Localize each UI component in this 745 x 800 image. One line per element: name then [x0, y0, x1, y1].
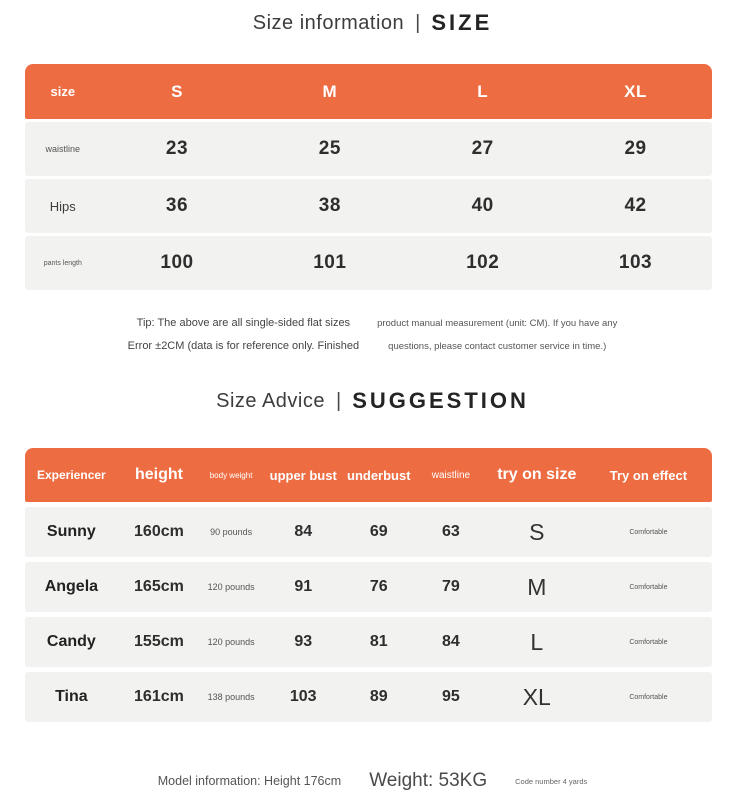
cell-body-weight: 138 pounds: [207, 692, 255, 702]
cell-height: 155cm: [134, 633, 184, 650]
cell-body-weight: 120 pounds: [207, 582, 255, 592]
size-title-en: SIZE: [431, 10, 493, 35]
cell-value: 29: [624, 138, 647, 159]
cell-underbust: 89: [369, 688, 388, 705]
title-divider: |: [415, 11, 421, 34]
cell-name: Candy: [46, 633, 96, 650]
cell-upper-bust: 103: [289, 688, 317, 705]
cell-underbust: 69: [369, 523, 388, 540]
size-header-l: L: [477, 81, 489, 101]
cell-effect: Comfortable: [629, 583, 668, 591]
cell-upper-bust: 93: [294, 633, 313, 650]
model-code-text: Code number 4 yards: [515, 776, 588, 786]
row-label: Hips: [49, 198, 76, 214]
header-try-on-effect: Try on effect: [609, 467, 688, 483]
header-height: height: [134, 466, 183, 483]
cell-height: 160cm: [134, 523, 184, 540]
size-header-m: M: [322, 81, 338, 101]
row-label: pants length: [43, 259, 82, 267]
cell-underbust: 81: [369, 633, 388, 650]
cell-name: Tina: [55, 688, 88, 705]
cell-value: 101: [313, 252, 347, 273]
advice-table-header-row: [25, 448, 712, 502]
advice-section-title: [0, 388, 745, 414]
header-upper-bust: upper bust: [269, 467, 337, 483]
advice-title-en: SUGGESTION: [352, 388, 529, 413]
advice-row-tina: [25, 672, 712, 722]
header-waistline: waistline: [431, 469, 471, 481]
cell-try-on-size: XL: [522, 683, 551, 710]
model-weight-text: Weight: 53KG: [369, 770, 488, 791]
cell-value: 25: [318, 138, 341, 159]
title-divider: |: [336, 389, 342, 412]
tip-line: questions, please contact customer service in time.): [388, 341, 607, 352]
size-header-label: size: [50, 84, 76, 99]
cell-height: 165cm: [134, 578, 184, 595]
cell-value: 23: [165, 138, 189, 159]
advice-row-sunny: [25, 507, 712, 557]
cell-effect: Comfortable: [629, 528, 668, 536]
advice-row-angela: [25, 562, 712, 612]
header-try-on-size: try on size: [497, 466, 577, 483]
header-underbust: underbust: [347, 467, 411, 483]
table-row-waistline: [25, 122, 712, 176]
size-title-text: Size information: [252, 11, 405, 34]
tip-right-column: [377, 312, 617, 358]
cell-waistline: 63: [442, 523, 460, 540]
size-header-s: S: [171, 81, 183, 101]
cell-waistline: 84: [442, 633, 460, 650]
cell-waistline: 95: [442, 688, 460, 705]
header-body-weight: body weight: [209, 470, 253, 480]
size-table-header-row: [25, 64, 712, 119]
size-table: [25, 64, 712, 293]
size-section-title: [0, 10, 745, 36]
cell-value: 102: [466, 252, 500, 273]
cell-underbust: 76: [369, 578, 388, 595]
tip-left-column: [128, 312, 359, 358]
advice-table: [25, 448, 712, 727]
cell-effect: Comfortable: [629, 693, 668, 701]
cell-value: 36: [165, 195, 189, 216]
model-info-footer: [0, 770, 745, 792]
advice-title-text: Size Advice: [216, 389, 325, 412]
cell-value: 40: [471, 195, 494, 216]
cell-name: Sunny: [46, 523, 96, 540]
cell-value: 38: [318, 195, 341, 216]
cell-try-on-size: L: [530, 628, 544, 655]
tip-line: Error ±2CM (data is for reference only. Finished: [127, 340, 360, 352]
cell-value: 100: [160, 252, 194, 273]
cell-value: 103: [618, 252, 653, 273]
cell-value: 42: [624, 195, 647, 216]
tip-note: [0, 312, 745, 358]
cell-name: Angela: [44, 578, 99, 595]
cell-body-weight: 120 pounds: [207, 637, 255, 647]
cell-waistline: 79: [442, 578, 460, 595]
header-experiencer: Experiencer: [37, 468, 106, 482]
cell-try-on-size: S: [529, 518, 545, 545]
advice-row-candy: [25, 617, 712, 667]
cell-try-on-size: M: [527, 573, 547, 600]
tip-line: product manual measurement (unit: CM). If you have any: [377, 318, 618, 329]
tip-line: Tip: The above are all single-sided flat sizes: [136, 317, 351, 329]
table-row-hips: [25, 179, 712, 233]
cell-effect: Comfortable: [629, 638, 668, 646]
size-header-xl: XL: [624, 81, 647, 101]
cell-value: 27: [471, 138, 494, 159]
cell-height: 161cm: [134, 688, 184, 705]
cell-upper-bust: 91: [294, 578, 313, 595]
cell-upper-bust: 84: [294, 523, 313, 540]
model-info-text: Model information: Height 176cm: [157, 774, 342, 788]
cell-body-weight: 90 pounds: [210, 527, 253, 537]
row-label: waistline: [45, 144, 81, 154]
table-row-pants-length: [25, 236, 712, 290]
